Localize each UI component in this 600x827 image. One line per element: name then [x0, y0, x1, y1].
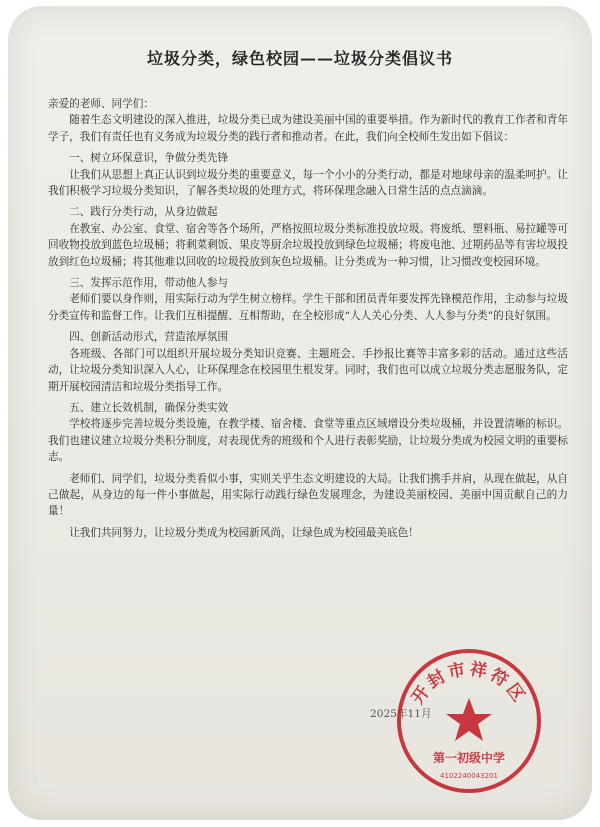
closing-paragraph-1: 老师们、同学们，垃圾分类看似小事，实则关乎生态文明建设的大局。让我们携手并肩，从现在做起，从自己做起，从身边的每一件小事做起，用实际行动践行绿色发展理念，为建设美丽校园、美丽中国贡献自己的力量！ — [48, 472, 568, 518]
document-date: 2025年11月 — [370, 708, 432, 720]
seal-org-text: 开封市祥符区 — [408, 659, 530, 708]
section-text-4: 各班级、各部门可以组织开展垃圾分类知识竞赛、主题班会、手抄报比赛等丰富多彩的活动。通过这些活动，让垃圾分类知识深入人心，让环保理念在校园里生根发芽。同时，我们也可以成立垃圾分类志愿服务队，定期开展校园清洁和垃圾分类指导工作。 — [48, 347, 568, 393]
official-seal-stamp — [394, 646, 544, 796]
section-heading-2: 二、践行分类行动，从身边做起 — [69, 206, 218, 219]
seal-star-icon — [446, 698, 492, 741]
section-text-5: 学校将逐步完善垃圾分类设施，在教学楼、宿舍楼、食堂等重点区域增设分类垃圾桶，并设置清晰的标识。我们也建议建立垃圾分类积分制度，对表现优秀的班级和个人进行表彰奖励，让垃圾分类成为校园文明的重要标志。 — [48, 418, 568, 464]
document-page — [8, 6, 592, 820]
section-heading-5: 五、建立长效机制，确保分类实效 — [69, 401, 229, 414]
seal-dept-text: 第一初级中学 — [432, 751, 506, 765]
section-heading-3: 三、发挥示范作用，带动他人参与 — [69, 277, 229, 290]
document-title: 垃圾分类，绿色校园——垃圾分类倡议书 — [146, 49, 453, 68]
section-text-2: 在教室、办公室、食堂、宿舍等各个场所，严格按照垃圾分类标准投放垃圾。将废纸、塑料瓶、易拉罐等可回收物投放到蓝色垃圾桶；将剩菜剩饭、果皮等厨余垃圾投放到绿色垃圾桶；将废电池、过期药品等有害垃圾投放到红色垃圾桶；将其他难以回收的垃圾投放到灰色垃圾桶。让分类成为一种习惯，让习惯改变校园环境。 — [48, 222, 568, 268]
section-heading-1: 一、树立环保意识，争做分类先锋 — [69, 152, 229, 165]
section-text-1: 让我们从思想上真正认识到垃圾分类的重要意义，每一个小小的分类行动，都是对地球母亲的温柔呵护。让我们积极学习垃圾分类知识，了解各类垃圾的处理方式，将环保理念融入日常生活的点点滴滴。 — [48, 168, 568, 198]
section-text-3: 老师们要以身作则，用实际行动为学生树立榜样。学生干部和团员青年要发挥先锋模范作用，主动参与垃圾分类宣传和监督工作。让我们互相提醒、互相帮助，在全校形成“人人关心分类、人人参与分类”的良好氛围。 — [48, 293, 568, 322]
section-heading-4: 四、创新活动形式，营造浓厚氛围 — [69, 331, 229, 344]
intro-paragraph: 随着生态文明建设的深入推进，垃圾分类已成为建设美丽中国的重要举措。作为新时代的教育工作者和青年学子，我们有责任也有义务成为垃圾分类的践行者和推动者。在此，我们向全校师生发出如下倡议： — [48, 114, 568, 143]
closing-paragraph-2: 让我们共同努力，让垃圾分类成为校园新风尚，让绿色成为校园最美底色！ — [69, 526, 419, 539]
salutation: 亲爱的老师、同学们： — [48, 98, 154, 110]
seal-code-text: 4102240043201 — [440, 772, 498, 780]
document-body — [48, 96, 568, 541]
